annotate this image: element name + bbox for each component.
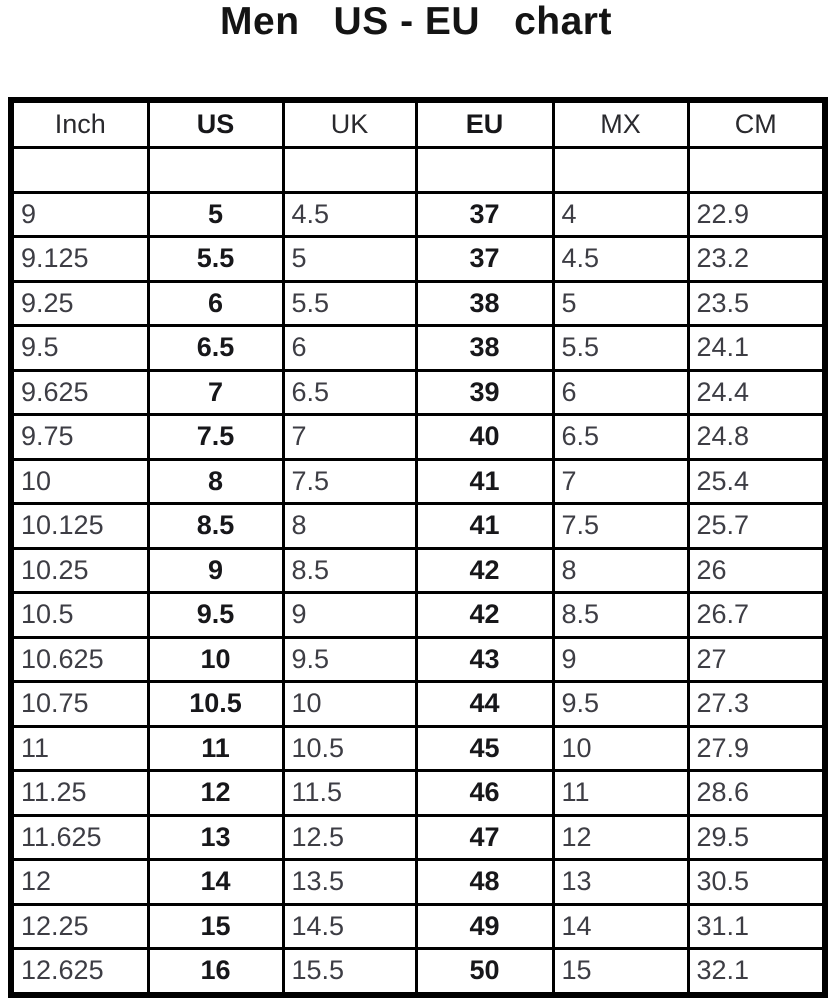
table-row xyxy=(11,192,825,237)
cell-cm: 32.1 xyxy=(688,949,825,995)
cell-uk: 6 xyxy=(283,326,416,371)
column-header-uk: UK xyxy=(283,100,416,148)
cell-cm: 31.1 xyxy=(688,904,825,949)
table-row xyxy=(11,504,825,549)
cell-mx: 10 xyxy=(553,726,688,771)
cell-cm: 25.7 xyxy=(688,504,825,549)
cell-mx: 11 xyxy=(553,771,688,816)
cell-us: 12 xyxy=(148,771,283,816)
table-row xyxy=(11,593,825,638)
cell-mx: 13 xyxy=(553,860,688,905)
cell-cm: 26 xyxy=(688,548,825,593)
cell-us: 10.5 xyxy=(148,682,283,727)
cell-eu: 39 xyxy=(416,370,553,415)
size-table-header-row xyxy=(11,100,825,148)
cell-inch: 11 xyxy=(11,726,148,771)
cell-us: 9 xyxy=(148,548,283,593)
cell-mx: 9.5 xyxy=(553,682,688,727)
cell-mx: 7 xyxy=(553,459,688,504)
size-table-body xyxy=(11,148,825,995)
cell-eu: 47 xyxy=(416,815,553,860)
cell-mx: 5 xyxy=(553,281,688,326)
cell-eu: 38 xyxy=(416,281,553,326)
cell-inch: 10.25 xyxy=(11,548,148,593)
cell-us: 10 xyxy=(148,637,283,682)
table-row xyxy=(11,237,825,282)
cell-inch: 12.25 xyxy=(11,904,148,949)
table-row xyxy=(11,726,825,771)
page-title: Men US - EU chart xyxy=(220,0,612,43)
cell-inch: 9.75 xyxy=(11,415,148,460)
cell-eu: 38 xyxy=(416,326,553,371)
cell-uk xyxy=(283,148,416,193)
table-row xyxy=(11,415,825,460)
cell-eu xyxy=(416,148,553,193)
column-header-us: US xyxy=(148,100,283,148)
cell-cm: 24.4 xyxy=(688,370,825,415)
cell-inch: 9.5 xyxy=(11,326,148,371)
cell-cm: 30.5 xyxy=(688,860,825,905)
cell-cm: 29.5 xyxy=(688,815,825,860)
cell-us: 13 xyxy=(148,815,283,860)
cell-mx: 4.5 xyxy=(553,237,688,282)
cell-uk: 7 xyxy=(283,415,416,460)
cell-inch xyxy=(11,148,148,193)
cell-mx: 6 xyxy=(553,370,688,415)
cell-cm: 27.3 xyxy=(688,682,825,727)
table-row xyxy=(11,326,825,371)
size-chart-table xyxy=(8,97,828,998)
cell-us: 9.5 xyxy=(148,593,283,638)
cell-inch: 9.125 xyxy=(11,237,148,282)
cell-us: 7 xyxy=(148,370,283,415)
table-row xyxy=(11,459,825,504)
cell-mx: 7.5 xyxy=(553,504,688,549)
cell-uk: 9.5 xyxy=(283,637,416,682)
cell-uk: 6.5 xyxy=(283,370,416,415)
cell-inch: 12 xyxy=(11,860,148,905)
cell-cm: 24.1 xyxy=(688,326,825,371)
cell-mx: 4 xyxy=(553,192,688,237)
table-row xyxy=(11,148,825,193)
cell-mx: 14 xyxy=(553,904,688,949)
cell-eu: 49 xyxy=(416,904,553,949)
column-header-eu: EU xyxy=(416,100,553,148)
cell-eu: 37 xyxy=(416,192,553,237)
cell-us: 8.5 xyxy=(148,504,283,549)
cell-inch: 11.25 xyxy=(11,771,148,816)
cell-inch: 10.75 xyxy=(11,682,148,727)
column-header-mx: MX xyxy=(553,100,688,148)
cell-mx: 8.5 xyxy=(553,593,688,638)
cell-eu: 42 xyxy=(416,593,553,638)
cell-eu: 45 xyxy=(416,726,553,771)
cell-uk: 14.5 xyxy=(283,904,416,949)
cell-eu: 50 xyxy=(416,949,553,995)
cell-cm: 24.8 xyxy=(688,415,825,460)
table-row xyxy=(11,815,825,860)
cell-uk: 12.5 xyxy=(283,815,416,860)
cell-cm: 23.5 xyxy=(688,281,825,326)
cell-inch: 9.25 xyxy=(11,281,148,326)
table-row xyxy=(11,370,825,415)
cell-cm: 28.6 xyxy=(688,771,825,816)
column-header-inch: Inch xyxy=(11,100,148,148)
cell-uk: 15.5 xyxy=(283,949,416,995)
cell-inch: 10 xyxy=(11,459,148,504)
cell-eu: 37 xyxy=(416,237,553,282)
cell-cm: 23.2 xyxy=(688,237,825,282)
table-row xyxy=(11,860,825,905)
cell-cm xyxy=(688,148,825,193)
cell-uk: 10.5 xyxy=(283,726,416,771)
table-row xyxy=(11,949,825,995)
cell-eu: 46 xyxy=(416,771,553,816)
table-row xyxy=(11,904,825,949)
cell-inch: 9.625 xyxy=(11,370,148,415)
table-row xyxy=(11,548,825,593)
cell-uk: 13.5 xyxy=(283,860,416,905)
cell-us: 5 xyxy=(148,192,283,237)
cell-inch: 9 xyxy=(11,192,148,237)
cell-mx xyxy=(553,148,688,193)
cell-us: 8 xyxy=(148,459,283,504)
cell-eu: 42 xyxy=(416,548,553,593)
table-row xyxy=(11,682,825,727)
cell-uk: 9 xyxy=(283,593,416,638)
cell-us: 16 xyxy=(148,949,283,995)
cell-us: 11 xyxy=(148,726,283,771)
cell-us xyxy=(148,148,283,193)
cell-eu: 44 xyxy=(416,682,553,727)
cell-us: 5.5 xyxy=(148,237,283,282)
cell-us: 6.5 xyxy=(148,326,283,371)
cell-eu: 40 xyxy=(416,415,553,460)
cell-inch: 10.125 xyxy=(11,504,148,549)
cell-cm: 27 xyxy=(688,637,825,682)
cell-cm: 27.9 xyxy=(688,726,825,771)
cell-inch: 11.625 xyxy=(11,815,148,860)
cell-uk: 7.5 xyxy=(283,459,416,504)
cell-eu: 41 xyxy=(416,459,553,504)
cell-mx: 15 xyxy=(553,949,688,995)
cell-uk: 10 xyxy=(283,682,416,727)
cell-inch: 10.625 xyxy=(11,637,148,682)
cell-us: 14 xyxy=(148,860,283,905)
cell-eu: 43 xyxy=(416,637,553,682)
cell-cm: 26.7 xyxy=(688,593,825,638)
cell-inch: 12.625 xyxy=(11,949,148,995)
cell-mx: 9 xyxy=(553,637,688,682)
cell-cm: 22.9 xyxy=(688,192,825,237)
cell-mx: 5.5 xyxy=(553,326,688,371)
table-row xyxy=(11,281,825,326)
cell-mx: 6.5 xyxy=(553,415,688,460)
cell-inch: 10.5 xyxy=(11,593,148,638)
cell-us: 15 xyxy=(148,904,283,949)
cell-mx: 12 xyxy=(553,815,688,860)
cell-cm: 25.4 xyxy=(688,459,825,504)
table-row xyxy=(11,771,825,816)
table-row xyxy=(11,637,825,682)
cell-mx: 8 xyxy=(553,548,688,593)
cell-us: 7.5 xyxy=(148,415,283,460)
cell-uk: 8.5 xyxy=(283,548,416,593)
cell-us: 6 xyxy=(148,281,283,326)
cell-uk: 5 xyxy=(283,237,416,282)
cell-uk: 8 xyxy=(283,504,416,549)
cell-eu: 41 xyxy=(416,504,553,549)
cell-uk: 4.5 xyxy=(283,192,416,237)
cell-uk: 5.5 xyxy=(283,281,416,326)
cell-uk: 11.5 xyxy=(283,771,416,816)
cell-eu: 48 xyxy=(416,860,553,905)
column-header-cm: CM xyxy=(688,100,825,148)
